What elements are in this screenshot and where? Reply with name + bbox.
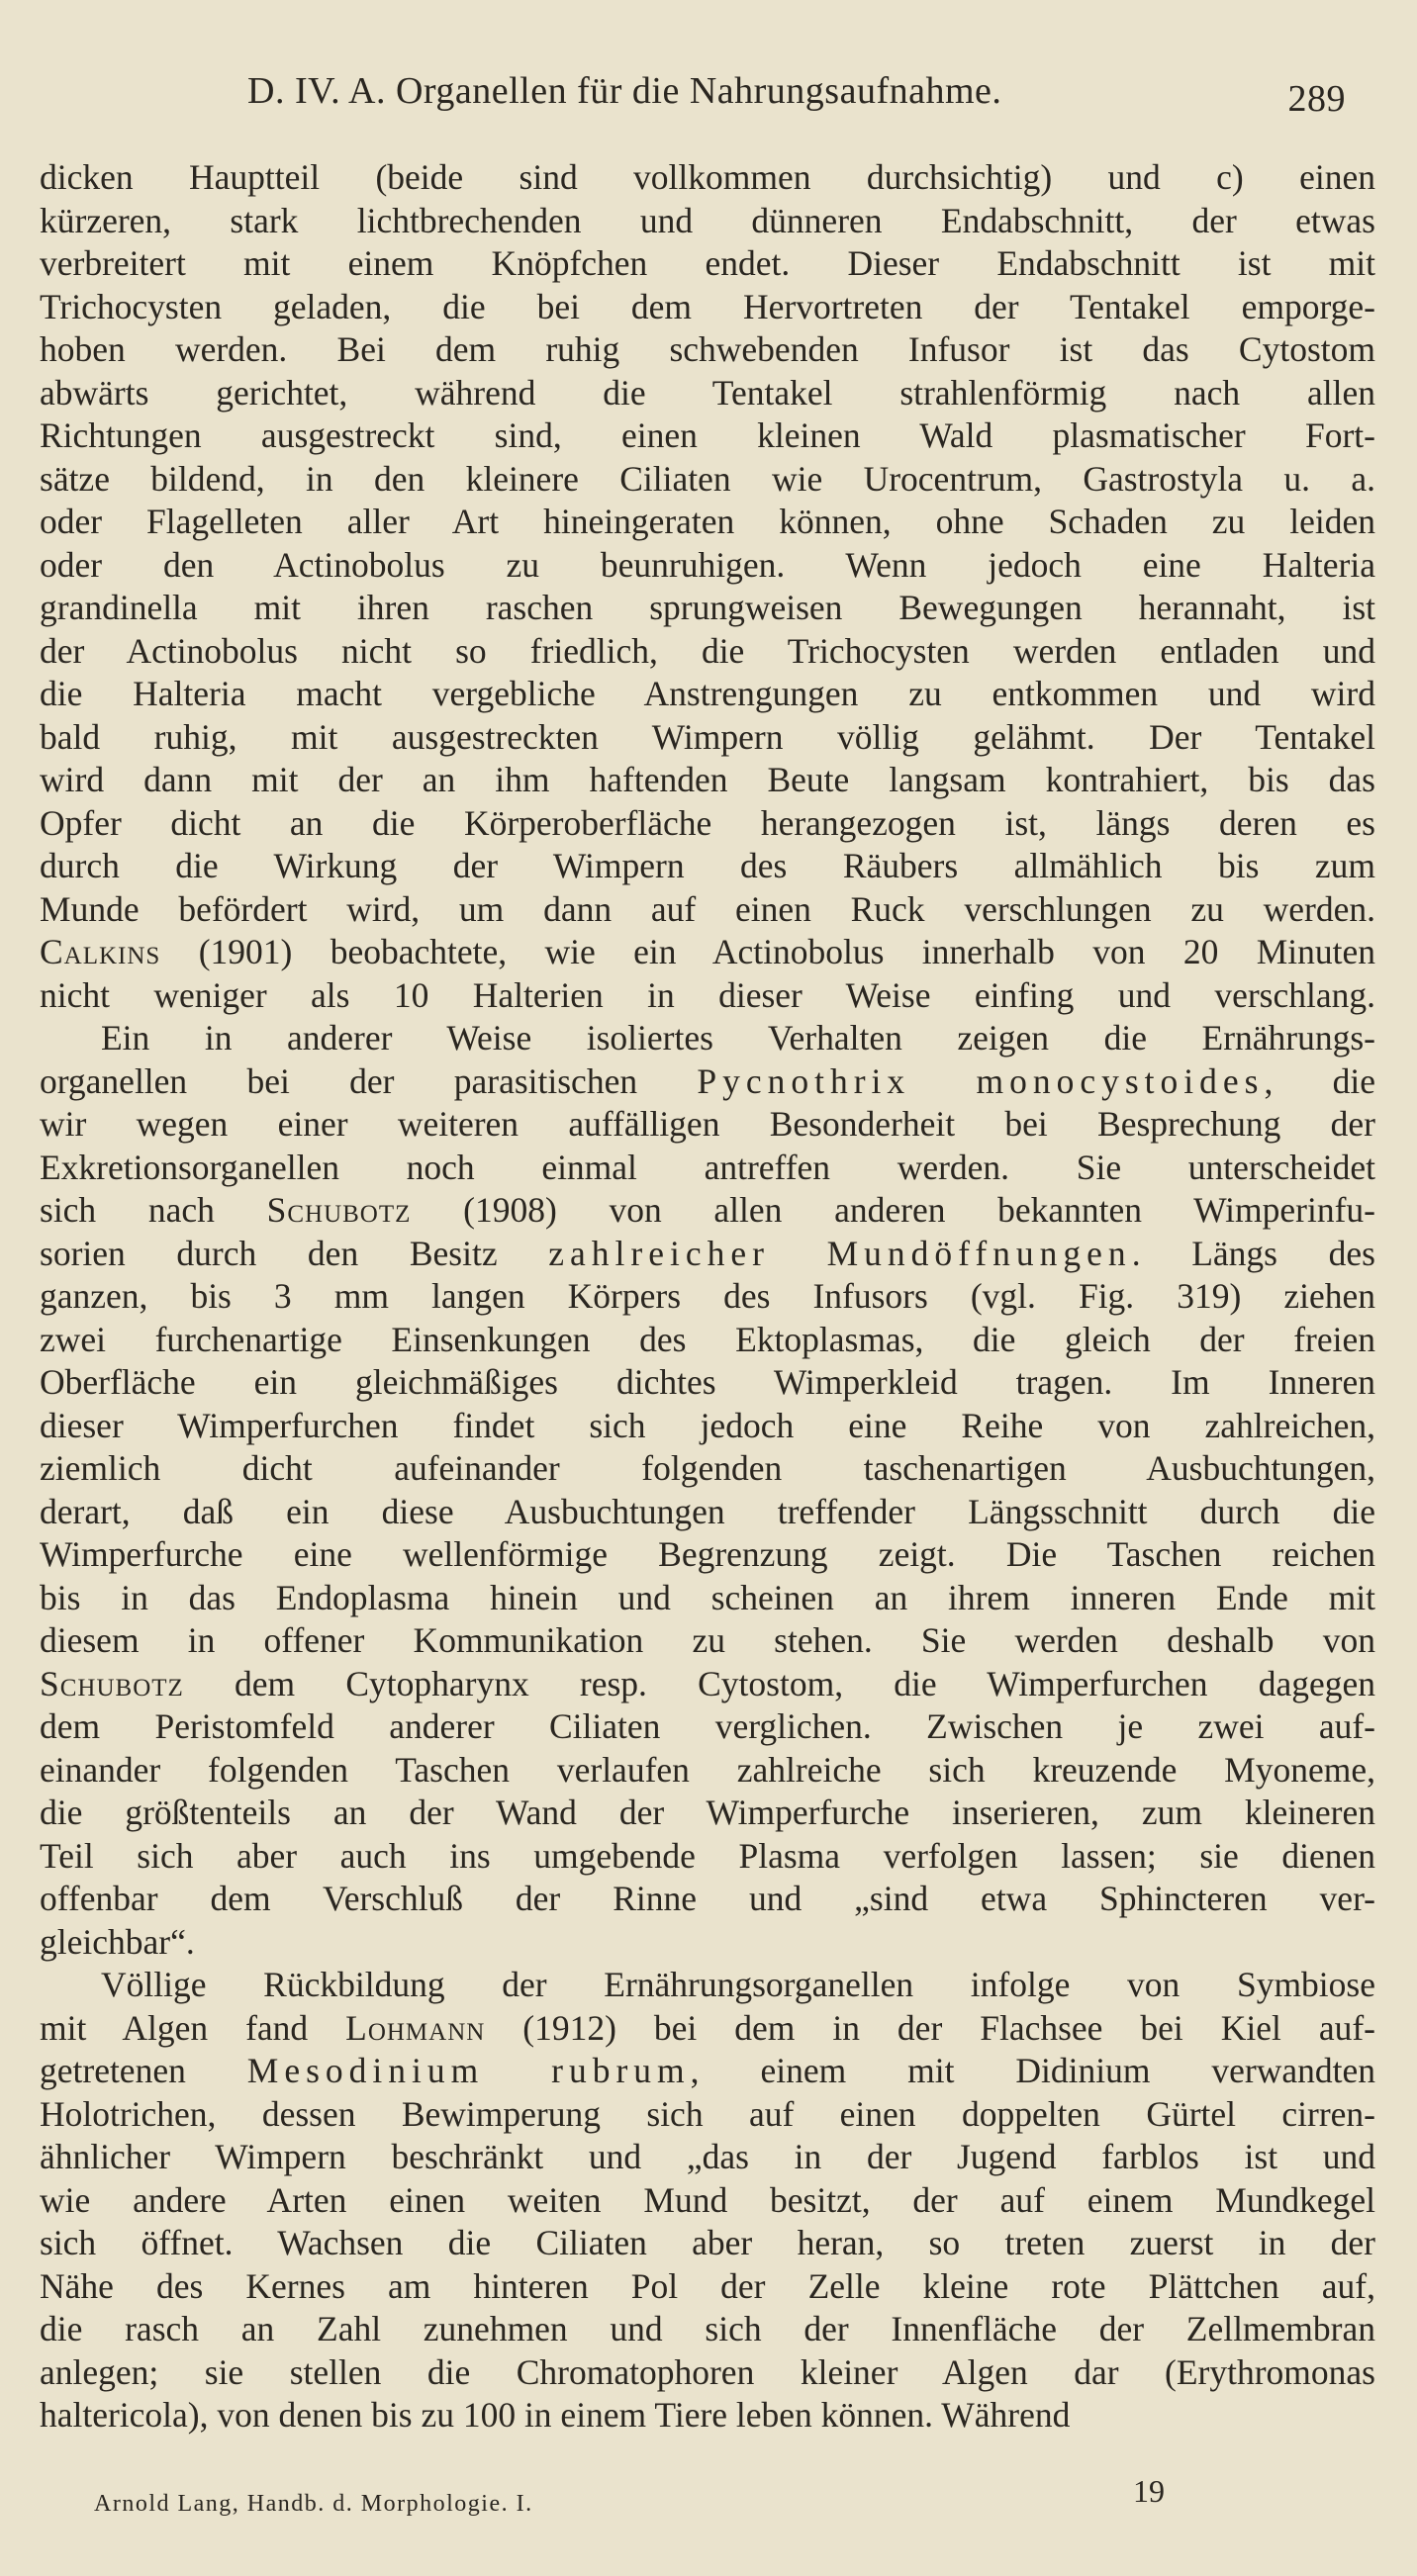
text-line: Wimperfurche eine wellenförmige Begrenzung zeigt. Die Taschen reichen — [40, 1534, 1375, 1574]
signature-mark: 19 — [1133, 2473, 1165, 2509]
text-line: anlegen; sie stellen die Chromatophoren kleiner Algen dar (Erythromonas — [40, 2351, 1375, 2392]
text-segment: , einem mit Didinium verwandten — [690, 2051, 1376, 2090]
text-line: die rasch an Zahl zunehmen und sich der Innenfläche der Zellmembran — [40, 2309, 1375, 2348]
text-line: verbreitert mit einem Knöpfchen endet. Dieser Endabschnitt ist mit — [40, 243, 1375, 283]
text-line: ziemlich dicht aufeinander folgenden taschenartigen Ausbuchtungen, — [40, 1448, 1375, 1488]
text-line: der Actinobolus nicht so friedlich, die Trichocysten werden entladen und — [40, 630, 1375, 671]
text-line: Exkretionsorganellen noch einmal antreffen werden. Sie unterscheidet — [40, 1147, 1375, 1187]
text-line: kürzeren, stark lichtbrechenden und dünneren Endabschnitt, der etwas — [40, 200, 1375, 240]
page-number: 289 — [1287, 78, 1346, 120]
text-line: Munde befördert wird, um dann auf einen Ruck verschlungen zu werden. — [40, 888, 1375, 929]
text-line: Völlige Rückbildung der Ernährungsorganellen infolge von Symbiose — [101, 1965, 1375, 2004]
text-line — [40, 1663, 1375, 1706]
text-line: dem Peristomfeld anderer Ciliaten verglichen. Zwischen je zwei auf- — [40, 1706, 1375, 1746]
book-citation: Arnold Lang, Handb. d. Morphologie. I. — [94, 2491, 533, 2517]
text-segment: organellen bei der parasitischen — [40, 1060, 698, 1101]
text-line — [40, 931, 1375, 974]
text-line: Oberfläche ein gleichmäßiges dichtes Wimperkleid tragen. Im Inneren — [40, 1362, 1375, 1402]
text-line: oder den Actinobolus zu beunruhigen. Wenn jedoch eine Halteria — [40, 544, 1375, 585]
text-segment: getretenen — [40, 2051, 247, 2090]
text-line: die Halteria macht vergebliche Anstrengungen zu entkommen und wird — [40, 674, 1375, 713]
author-name: Schubotz — [266, 1190, 412, 1230]
text-line: dieser Wimperfurchen findet sich jedoch eine Reihe von zahlreichen, — [40, 1405, 1375, 1445]
text-segment: (1908) von allen anderen bekannten Wimperinfu- — [411, 1190, 1375, 1230]
text-line: die größtenteils an der Wand der Wimperfurche inserieren, zum kleineren — [40, 1793, 1375, 1832]
text-line — [40, 2050, 1375, 2093]
text-line: dicken Hauptteil (beide sind vollkommen durchsichtig) und c) einen — [40, 157, 1375, 197]
text-line: Opfer dicht an die Körperoberfläche herangezogen ist, längs deren es — [40, 802, 1375, 843]
text-line: zwei furchenartige Einsenkungen des Ektoplasmas, die gleich der freien — [40, 1319, 1375, 1359]
text-line — [40, 1233, 1375, 1276]
text-line: offenbar dem Verschluß der Rinne und „sind etwa Sphincteren ver- — [40, 1879, 1375, 1918]
text-line — [40, 1189, 1375, 1233]
text-line: nicht weniger als 10 Halterien in dieser Weise einfing und verschlang. — [40, 974, 1375, 1015]
text-line: Richtungen ausgestreckt sind, einen kleinen Wald plasmatischer Fort- — [40, 415, 1375, 455]
text-segment: sorien durch den Besitz — [40, 1233, 549, 1273]
author-name: Schubotz — [40, 1663, 184, 1703]
text-line: wir wegen einer weiteren auffälligen Besonderheit bei Besprechung der — [40, 1104, 1375, 1144]
text-line: durch die Wirkung der Wimpern des Räubers allmählich bis zum — [40, 846, 1375, 885]
author-name: Calkins — [40, 932, 161, 971]
text-line: wie andere Arten einen weiten Mund besitzt, der auf einem Mundkegel — [40, 2179, 1375, 2220]
text-line: wird dann mit der an ihm haftenden Beute langsam kontrahiert, bis das — [40, 760, 1375, 799]
text-segment: (1912) bei dem in der Flachsee bei Kiel auf- — [485, 2007, 1375, 2048]
text-line: gleichbar“. — [40, 1921, 195, 1962]
running-title: D. IV. A. Organellen für die Nahrungsaufnahme. — [247, 70, 1002, 112]
page-footer — [94, 2473, 1380, 2532]
text-line: ganzen, bis 3 mm langen Körpers des Infusors (vgl. Fig. 319) ziehen — [40, 1276, 1375, 1316]
text-segment: dem Cytopharynx resp. Cytostom, die Wimperfurchen dagegen — [183, 1663, 1375, 1703]
text-line: Ein in anderer Weise isoliertes Verhalten zeigen die Ernährungs- — [101, 1018, 1375, 1058]
text-segment: mit Algen fand — [40, 2007, 346, 2048]
text-line: grandinella mit ihren raschen sprungweisen Bewegungen herannaht, ist — [40, 588, 1375, 627]
text-line: sätze bildend, in den kleinere Ciliaten wie Urocentrum, Gastrostyla u. a. — [40, 458, 1375, 499]
text-line: diesem in offener Kommunikation zu stehen. Sie werden deshalb von — [40, 1620, 1375, 1660]
text-line — [40, 1060, 1375, 1104]
running-header — [247, 69, 1346, 129]
text-line: einander folgenden Taschen verlaufen zahlreiche sich kreuzende Myoneme, — [40, 1749, 1375, 1790]
text-segment: sich nach — [40, 1190, 267, 1230]
text-line: oder Flagelleten aller Art hineingeraten können, ohne Schaden zu leiden — [40, 502, 1375, 541]
text-line: haltericola), von denen bis zu 100 in einem Tiere leben können. Während — [40, 2395, 1071, 2435]
text-line: hoben werden. Bei dem ruhig schwebenden Infusor ist das Cytostom — [40, 329, 1375, 369]
text-line: abwärts gerichtet, während die Tentakel strahlenförmig nach allen — [40, 372, 1375, 413]
text-line: bald ruhig, mit ausgestreckten Wimpern völlig gelähmt. Der Tentakel — [40, 716, 1375, 757]
text-segment: , die — [1264, 1060, 1375, 1101]
text-line: Holotrichen, dessen Bewimperung sich auf einen doppelten Gürtel cirren- — [40, 2093, 1375, 2134]
text-line — [40, 2007, 1375, 2051]
text-line: Nähe des Kernes am hinteren Pol der Zelle kleine rote Plättchen auf, — [40, 2265, 1375, 2306]
text-line: derart, daß ein diese Ausbuchtungen treffender Längsschnitt durch die — [40, 1491, 1375, 1531]
text-segment: . Längs des — [1131, 1233, 1375, 1273]
spaced-term: Pycnothrix monocystoides — [697, 1060, 1265, 1101]
body-text — [40, 156, 1375, 2438]
spaced-term: Mesodinium rubrum — [246, 2051, 691, 2090]
spaced-term: zahlreicher Mundöffnungen — [548, 1233, 1132, 1273]
text-segment: (1901) beobachtete, wie ein Actinobolus innerhalb von 20 Minuten — [160, 932, 1375, 971]
text-line: Teil sich aber auch ins umgebende Plasma verfolgen lassen; sie dienen — [40, 1835, 1375, 1876]
text-line: ähnlicher Wimpern beschränkt und „das in der Jugend farblos ist und — [40, 2137, 1375, 2176]
text-line: Trichocysten geladen, die bei dem Hervortreten der Tentakel emporge- — [40, 286, 1375, 326]
text-line: sich öffnet. Wachsen die Ciliaten aber heran, so treten zuerst in der — [40, 2223, 1375, 2262]
text-line: bis in das Endoplasma hinein und scheinen an ihrem inneren Ende mit — [40, 1577, 1375, 1617]
author-name: Lohmann — [345, 2007, 486, 2048]
